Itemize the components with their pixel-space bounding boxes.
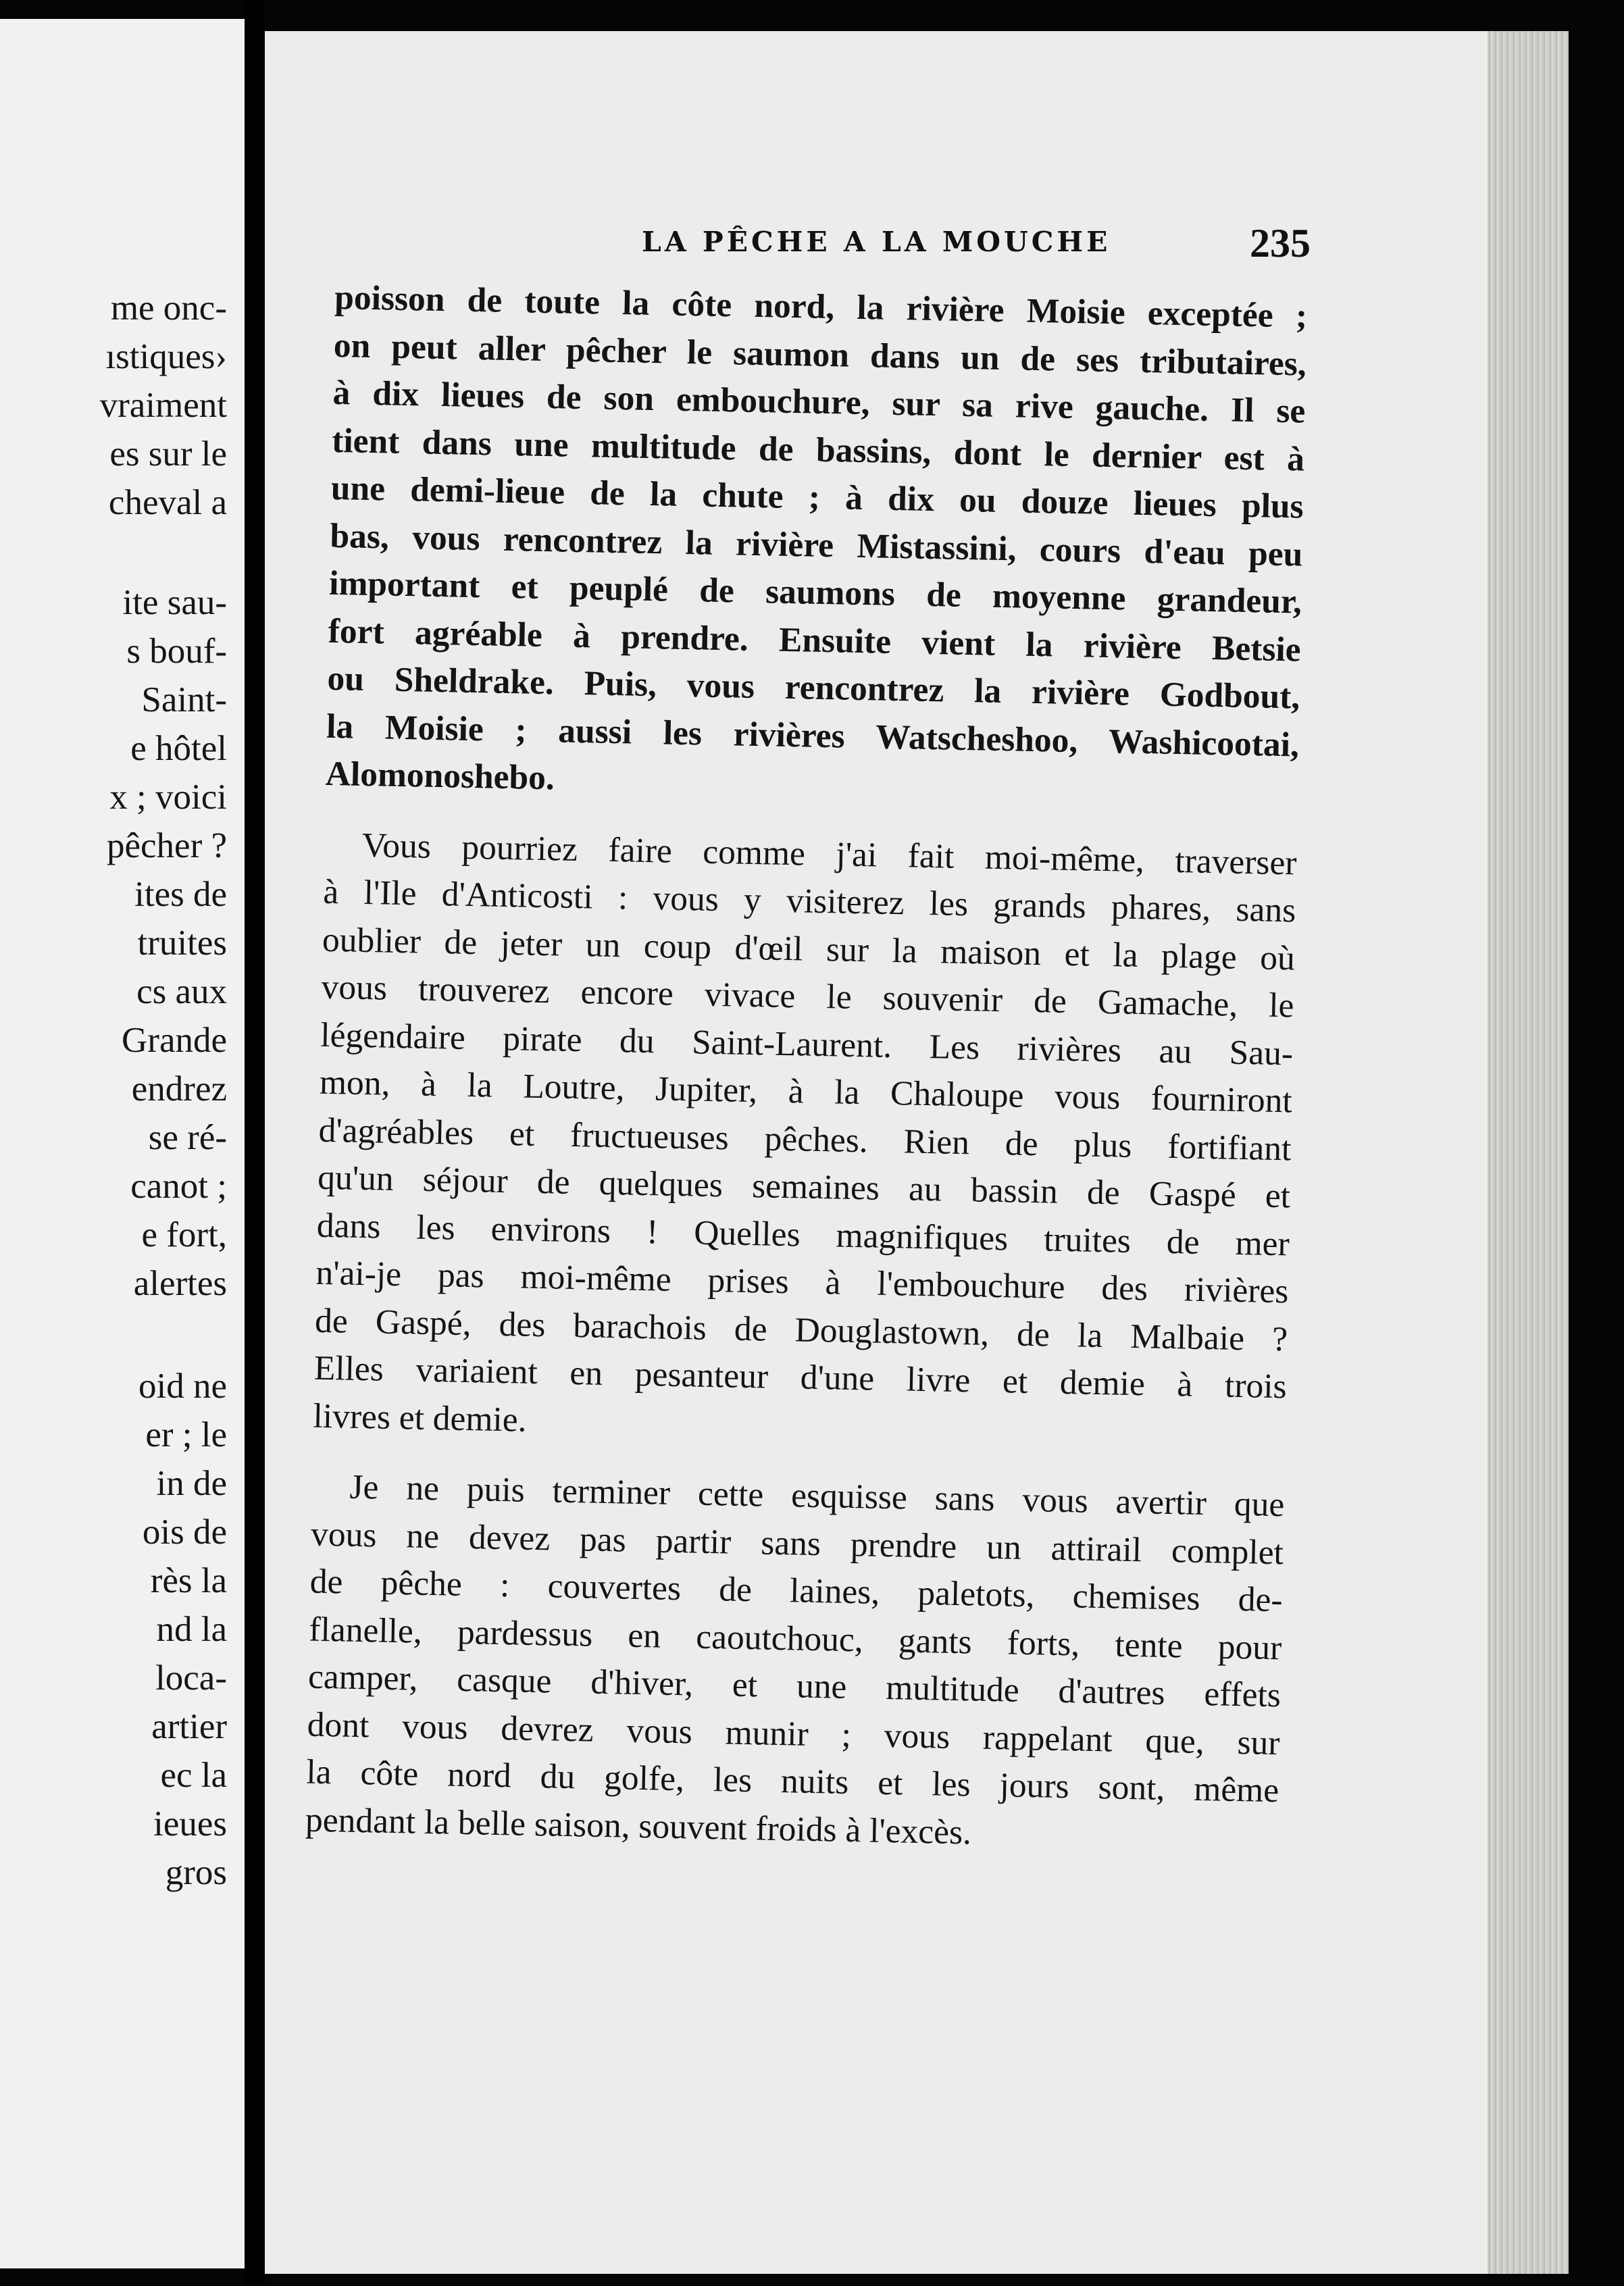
text-line: Vous pourriez faire comme j'ai fait moi-même, traverser <box>361 825 1298 882</box>
left-page-line: in de <box>156 1464 227 1503</box>
left-page-line: cheval a <box>108 483 227 522</box>
book-gutter <box>245 0 265 2286</box>
text-line: fort agréable à prendre. Ensuite vient la rivière Betsie <box>328 611 1302 669</box>
text-line: la Moisie ; aussi les rivières Watscheshoo, Washicootai, <box>326 707 1300 765</box>
text-line: une demi-lieue de la chute ; à dix ou douze lieues plus <box>330 468 1304 526</box>
paragraph <box>313 821 1297 1458</box>
text-line: camper, casque d'hiver, et une multitude d'autres effets <box>307 1657 1282 1715</box>
text-line: poisson de toute la côte nord, la rivière Moisie exceptée ; <box>334 278 1308 336</box>
left-page-line: es sur le <box>109 434 227 474</box>
text-line: vous ne devez pas partir sans prendre un attirail complet <box>310 1515 1284 1572</box>
left-page-line: rès la <box>150 1561 227 1600</box>
left-page-line: canot ; <box>130 1167 227 1206</box>
page-number: 235 <box>1250 221 1311 265</box>
left-page-line: oid ne <box>138 1367 227 1406</box>
text-line: Alomonoshebo. <box>325 754 555 798</box>
text-line: tient dans une multitude de bassins, dont le dernier est à <box>331 421 1305 479</box>
text-line: de pêche : couvertes de laines, paletots, chemises de- <box>309 1562 1284 1620</box>
page-edges <box>1488 31 1569 2274</box>
left-page-line: ois de <box>142 1513 227 1552</box>
left-page-line: endrez <box>131 1069 227 1109</box>
text-line: à dix lieues de son embouchure, sur sa rive gauche. Il se <box>332 373 1306 431</box>
text-line: dont vous devrez vous munir ; vous rappelant que, sur <box>307 1705 1281 1762</box>
text-line: qu'un séjour de quelques semaines au bassin de Gaspé et <box>317 1158 1291 1216</box>
left-page-line: truites <box>137 923 227 963</box>
left-page-line: ites de <box>134 875 227 914</box>
left-page-line: cs aux <box>136 972 227 1011</box>
text-line: Je ne puis terminer cette esquisse sans vous avertir que <box>349 1467 1285 1525</box>
text-line: livres et demie. <box>313 1396 528 1440</box>
paragraph <box>305 1463 1285 1863</box>
left-page-line: er ; le <box>145 1415 227 1454</box>
left-page-line: loca- <box>155 1658 227 1698</box>
text-line: ou Sheldrake. Puis, vous rencontrez la rivière Godbout, <box>326 659 1300 717</box>
text-line: bas, vous rencontrez la rivière Mistassini, cours d'eau peu <box>330 516 1303 574</box>
left-page-line: ıstiques› <box>105 337 227 376</box>
text-line: important et peuplé de saumons de moyenne grandeur, <box>328 563 1302 621</box>
left-page-line: ieues <box>153 1804 227 1844</box>
left-page-line: s bouf- <box>126 632 227 671</box>
text-line: on peut aller pêcher le saumon dans un de ses tributaires, <box>333 326 1307 384</box>
left-page-line: e hôtel <box>130 729 227 768</box>
text-line: oublier de jeter un coup d'œil sur la maison et la plage où <box>322 920 1296 977</box>
text-line: de Gaspé, des barachois de Douglastown, de la Malbaie ? <box>314 1301 1288 1358</box>
running-title: LA PÊCHE A LA MOUCHE <box>642 226 1111 258</box>
left-page-line: se ré- <box>148 1118 227 1157</box>
text-line: mon, à la Loutre, Jupiter, à la Chaloupe vous fourniront <box>319 1063 1293 1121</box>
body-text <box>305 274 1307 1862</box>
left-page-line: e fort, <box>141 1215 227 1254</box>
left-page-line: me onc- <box>110 288 227 328</box>
text-line: à l'Ile d'Anticosti : vous y visiterez les grands phares, sans <box>322 872 1296 930</box>
left-page-line: Saint- <box>141 680 227 719</box>
left-page-line: gros <box>165 1853 227 1892</box>
right-page <box>265 31 1569 2274</box>
left-page-line: ec la <box>160 1756 227 1795</box>
text-line: Elles variaient en pesanteur d'une livre et demie à trois <box>313 1348 1288 1406</box>
left-page-line: Grande <box>122 1021 227 1060</box>
text-line: légendaire pirate du Saint-Laurent. Les rivières au Sau- <box>320 1015 1294 1073</box>
left-page-line: alertes <box>133 1264 227 1303</box>
left-page-line: ite sau- <box>122 583 227 622</box>
left-page-line: artier <box>151 1707 227 1746</box>
text-line: dans les environs ! Quelles magnifiques truites de mer <box>316 1206 1290 1263</box>
left-page-line: nd la <box>156 1610 227 1649</box>
left-page-line: vraiment <box>99 386 227 425</box>
left-page-line: pêcher ? <box>107 826 227 865</box>
text-line: vous trouverez encore vivace le souvenir de Gamache, le <box>321 967 1295 1025</box>
left-page-fragment <box>0 19 245 2268</box>
text-line: n'ai-je pas moi-même prises à l'embouchure des rivières <box>315 1253 1289 1311</box>
left-page-line: x ; voici <box>109 778 227 817</box>
paragraph <box>325 274 1308 817</box>
text-line: flanelle, pardessus en caoutchouc, gants forts, tente pour <box>308 1610 1282 1667</box>
text-line: la côte nord du golfe, les nuits et les jours sont, même <box>305 1752 1279 1810</box>
text-line: pendant la belle saison, souvent froids à l'excès. <box>305 1800 972 1852</box>
text-line: d'agréables et fructueuses pêches. Rien de plus fortifiant <box>318 1111 1292 1168</box>
